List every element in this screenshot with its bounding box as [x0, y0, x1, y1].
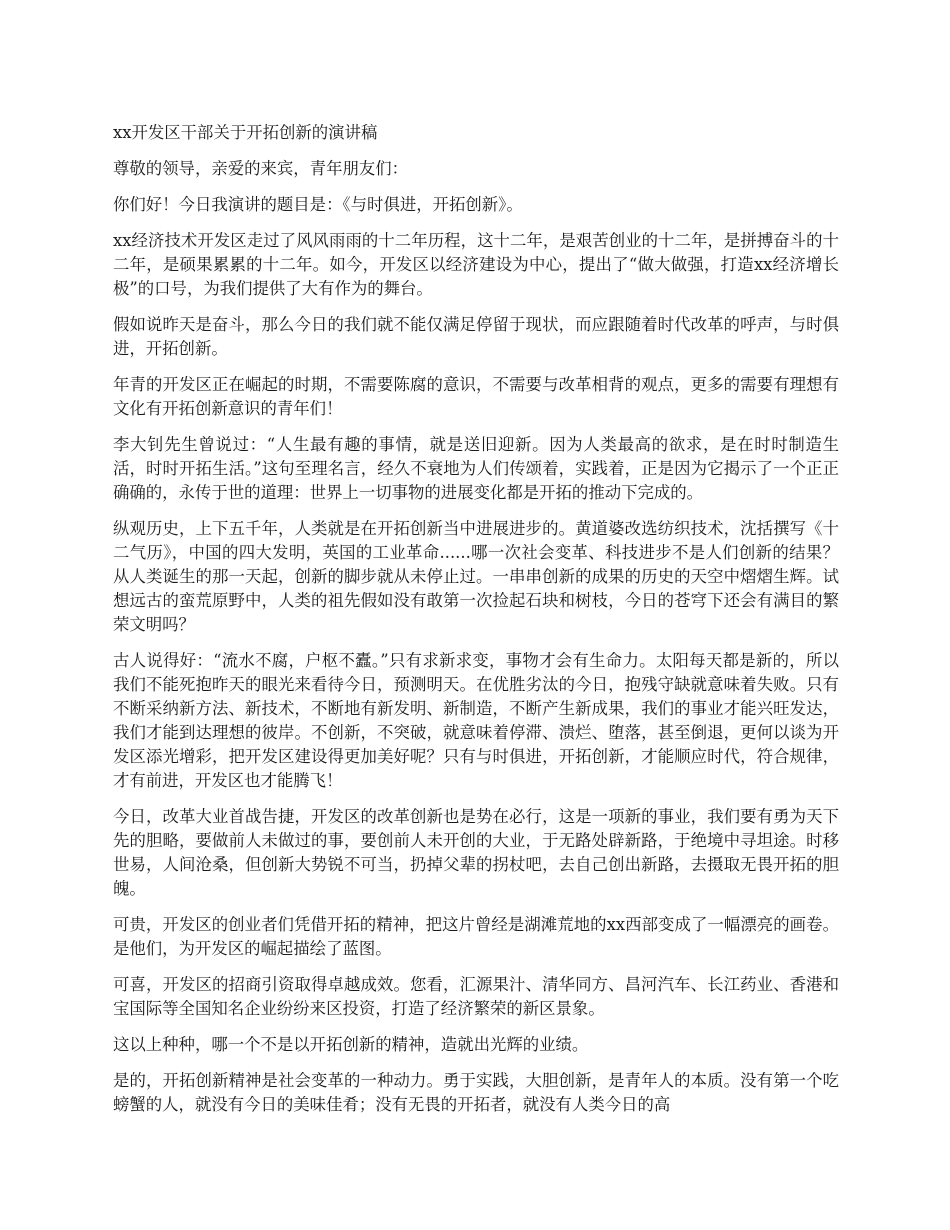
salutation-paragraph: 尊敬的领导，亲爱的来宾，青年朋友们：	[113, 159, 409, 178]
body-paragraph: 是的，开拓创新精神是社会变革的一种动力。勇于实践，大胆创新，是青年人的本质。没有第一个吃螃蟹的人，就没有今日的美味佳肴；没有无畏的开拓者，就没有人类今日的高	[113, 1071, 839, 1114]
document-page	[113, 121, 839, 1129]
body-paragraph: 古人说得好：“流水不腐，户枢不蠹。”只有求新求变，事物才会有生命力。太阳每天都是新的，所以我们不能死抱昨天的眼光来看待今日，预测明天。在优胜劣汰的今日，抱残守缺就意味着失败。只有不断采纳新方法、新技术，不断地有新发明、新制造，不断产生新成果，我们的事业才能兴旺发达，我们才能到达理想的彼岸。不创新，不突破，就意味着停滞、溃烂、堕落，甚至倒退，更何以谈为开发区添光增彩，把开发区建设得更加美好呢？只有与时俱进，开拓创新，才能顺应时代，符合规律，才有前进，开发区也才能腾飞！	[113, 651, 839, 790]
body-paragraph: 李大钊先生曾说过：“人生最有趣的事情，就是送旧迎新。因为人类最高的欲求，是在时时制造生活，时时开拓生活。”这句至理名言，经久不衰地为人们传颂着，实践着，正是因为它揭示了一个正正确确的，永传于世的道理：世界上一切事物的进展变化都是开拓的推动下完成的。	[113, 435, 839, 502]
body-paragraph: 可喜，开发区的招商引资取得卓越成效。您看，汇源果汁、清华同方、昌河汽车、长江药业、香港和宝国际等全国知名企业纷纷来区投资，打造了经济繁荣的新区景象。	[113, 975, 839, 1018]
greeting-paragraph: 你们好！今日我演讲的题目是：《与时俱进，开拓创新》。	[113, 195, 523, 214]
body-paragraph: 假如说昨天是奋斗，那么今日的我们就不能仅满足停留于现状，而应跟随着时代改革的呼声，与时俱进，开拓创新。	[113, 315, 839, 358]
document-title: xx开发区干部关于开拓创新的演讲稿	[113, 123, 378, 142]
body-paragraph: 今日，改革大业首战告捷，开发区的改革创新也是势在必行，这是一项新的事业，我们要有勇为天下先的胆略，要做前人未做过的事，要创前人未开创的大业，于无路处辟新路，于绝境中寻坦途。时移世易，人间沧桑，但创新大势锐不可当，扔掉父辈的拐杖吧，去自己创出新路，去摄取无畏开拓的胆魄。	[113, 807, 839, 898]
body-paragraph: xx经济技术开发区走过了风风雨雨的十二年历程，这十二年，是艰苦创业的十二年，是拼搏奋斗的十二年，是硕果累累的十二年。如今，开发区以经济建设为中心，提出了“做大做强，打造xx经济增长极”的口号，为我们提供了大有作为的舞台。	[113, 231, 839, 298]
body-paragraph: 年青的开发区正在崛起的时期，不需要陈腐的意识，不需要与改革相背的观点，更多的需要有理想有文化有开拓创新意识的青年们！	[113, 375, 839, 418]
body-paragraph: 可贵，开发区的创业者们凭借开拓的精神，把这片曾经是湖滩荒地的xx西部变成了一幅漂亮的画卷。是他们，为开发区的崛起描绘了蓝图。	[113, 915, 839, 958]
body-paragraph: 纵观历史，上下五千年，人类就是在开拓创新当中进展进步的。黄道婆改选纺织技术，沈括撰写《十二气历》，中国的四大发明，英国的工业革命......哪一次社会变革、科技进步不是人们创新的结果？从人类诞生的那一天起，创新的脚步就从未停止过。一串串创新的成果的历史的天空中熠熠生辉。试想远古的蛮荒原野中，人类的祖先假如没有敢第一次捡起石块和树枝，今日的苍穹下还会有满目的繁荣文明吗？	[113, 519, 839, 634]
body-paragraph: 这以上种种，哪一个不是以开拓创新的精神，造就出光辉的业绩。	[113, 1035, 589, 1054]
